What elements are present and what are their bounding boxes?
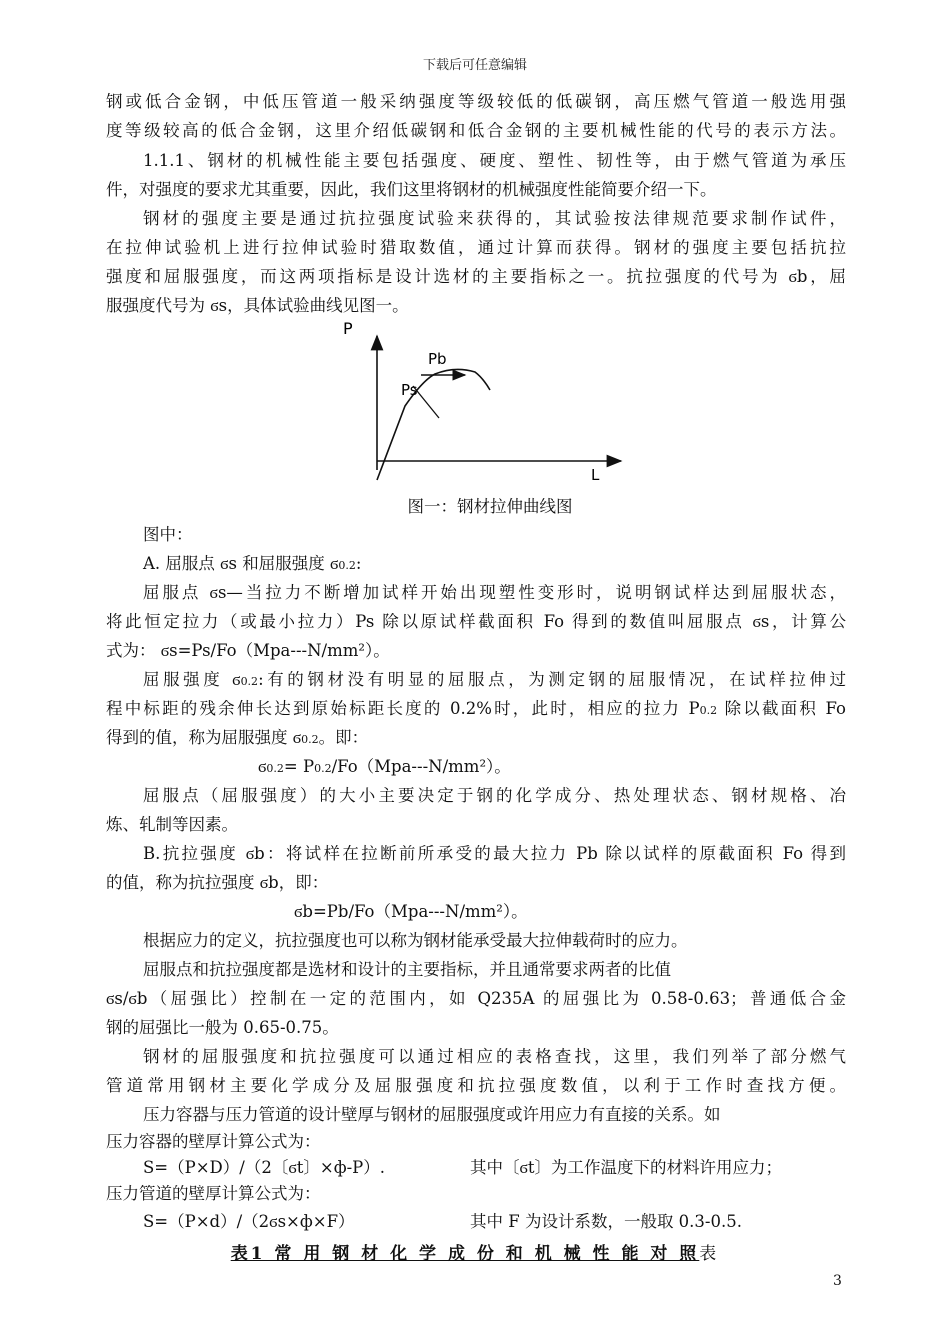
figure-caption: 图一：钢材拉伸曲线图 [407, 497, 573, 516]
body-line: 压力管道的壁厚计算公式为： [106, 1184, 321, 1203]
body-line: 将此恒定拉力（或最小拉力）Ps 除以原试样截面积 Fo 得到的数值叫屈服点 ϭs，计算公 [106, 612, 846, 631]
body-line: 屈服强度 ϭ0.2:有的钢材没有明显的屈服点，为测定钢的屈服情况，在试样拉伸过 [143, 670, 847, 689]
body-line: 钢材的屈服强度和抗拉强度可以通过相应的表格查找，这里，我们列举了部分燃气 [143, 1047, 846, 1066]
body-line: 压力容器的壁厚计算公式为： [106, 1132, 321, 1151]
body-line: 的值，称为抗拉强度 ϭb，即： [106, 873, 329, 892]
tensile-curve-figure [335, 318, 635, 488]
body-line: 1.1.1、钢材的机械性能主要包括强度、硬度、塑性、韧性等，由于燃气管道为承压 [143, 151, 846, 170]
body-line: 得到的值，称为屈服强度 ϭ0.2。即： [106, 728, 369, 747]
body-line: 炼、轧制等因素。 [106, 815, 238, 834]
body-line: 件，对强度的要求尤其重要，因此，我们这里将钢材的机械强度性能简要介绍一下。 [106, 180, 717, 199]
x-axis-label: L [591, 466, 600, 484]
body-line: 服强度代号为 ϭs，具体试验曲线见图一。 [106, 296, 409, 315]
formula-line: ϭ0.2= P0.2/Fo（Mpa---N/mm²）。 [258, 757, 511, 776]
body-line: A. 屈服点 ϭs 和屈服强度 ϭ0.2: [143, 554, 362, 573]
body-line: 根据应力的定义，抗拉强度也可以称为钢材能承受最大拉伸载荷时的应力。 [143, 931, 688, 950]
table-title: 表1 常 用 钢 材 化 学 成 份 和 机 械 性 能 对 照表 [230, 1244, 720, 1264]
body-line: B.抗拉强度 ϭb：将试样在拉断前所承受的最大拉力 Pb 除以试样的原截面积 Fo 得到 [143, 844, 846, 863]
formula-line: ϭb=Pb/Fo（Mpa---N/mm²）。 [294, 902, 528, 921]
ps-label: Ps [401, 381, 418, 399]
body-line: 图中： [143, 525, 193, 544]
body-line: 程中标距的残余伸长达到原始标距长度的 0.2%时，此时，相应的拉力 P0.2 除以截面积 Fo [106, 699, 846, 718]
body-line: 钢或低合金钢，中低压管道一般采纳强度等级较低的低碳钢，高压燃气管道一般选用强 [106, 92, 846, 111]
pb-label: Pb [428, 350, 447, 368]
body-line: 度等级较高的低合金钢，这里介绍低碳钢和低合金钢的主要机械性能的代号的表示方法。 [106, 121, 846, 140]
body-line: 压力容器与压力管道的设计壁厚与钢材的屈服强度或许用应力有直接的关系。如 [143, 1105, 721, 1124]
body-line: 钢的屈强比一般为 0.65-0.75。 [106, 1018, 339, 1037]
body-line: ϭs/ϭb（屈强比）控制在一定的范围内，如 Q235A 的屈强比为 0.58-0.63；普通低合金 [106, 989, 846, 1008]
body-line: 屈服点（屈服强度）的大小主要决定于钢的化学成分、热处理状态、钢材规格、冶 [143, 786, 846, 805]
page-header-note: 下载后可任意编辑 [422, 58, 527, 73]
body-line: 屈服点和抗拉强度都是选材和设计的主要指标，并且通常要求两者的比值 [143, 960, 671, 979]
body-line: 在拉伸试验机上进行拉伸试验时猎取数值，通过计算而获得。钢材的强度主要包括抗拉 [106, 238, 846, 257]
body-line: 管道常用钢材主要化学成分及屈服强度和抗拉强度数值，以利于工作时查找方便。 [106, 1076, 846, 1095]
formula-line: 式为： ϭs=Ps/Fo（Mpa---N/mm²）。 [106, 641, 390, 660]
body-line: 屈服点 ϭs—当拉力不断增加试样开始出现塑性变形时，说明钢试样达到屈服状态， [143, 583, 846, 602]
body-line: 强度和屈服强度，而这两项指标是设计选材的主要指标之一。抗拉强度的代号为 ϭb，屈 [106, 267, 846, 286]
tensile-curve [377, 369, 490, 480]
y-axis-label: P [343, 319, 353, 338]
page-number: 3 [833, 1273, 842, 1289]
body-line: 钢材的强度主要是通过抗拉强度试验来获得的，其试验按法律规范要求制作试件， [143, 209, 846, 228]
